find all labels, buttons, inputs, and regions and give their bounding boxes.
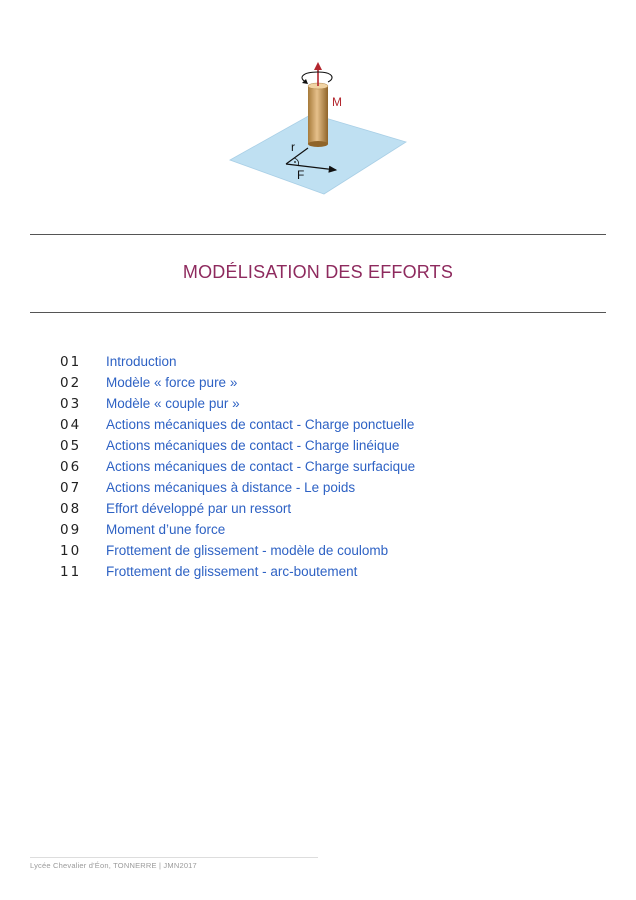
toc-item [60,501,415,522]
toc-number: 11 [60,564,82,580]
toc-number: 06 [60,459,82,475]
toc-number: 08 [60,501,82,517]
footer-rule [30,857,318,858]
toc-number: 04 [60,417,82,433]
toc-link-moment-force[interactable]: Moment d’une force [106,522,226,537]
toc-link-coulomb[interactable]: Frottement de glissement - modèle de coulomb [106,543,389,558]
toc-number: 05 [60,438,82,454]
angle-dot [294,161,296,163]
toc-link-ressort[interactable]: Effort développé par un ressort [106,501,292,516]
cylinder [308,83,328,147]
moment-diagram [222,60,412,200]
label-moment: M [332,95,342,109]
toc-item [60,480,415,501]
label-force: F [297,168,305,182]
toc-link-couple-pur[interactable]: Modèle « couple pur » [106,396,240,411]
toc-item [60,417,415,438]
toc-link-charge-surfacique[interactable]: Actions mécaniques de contact - Charge surfacique [106,459,416,474]
toc-number: 09 [60,522,82,538]
document-title: MODÉLISATION DES EFFORTS [182,262,454,282]
table-of-contents [60,354,415,585]
toc-link-introduction[interactable]: Introduction [106,354,177,369]
toc-item [60,396,415,417]
toc-number: 03 [60,396,82,412]
toc-number: 01 [60,354,82,370]
label-radius: r [291,140,295,154]
moment-arrowhead [314,62,322,70]
toc-number: 07 [60,480,82,496]
toc-item [60,375,415,396]
toc-number: 10 [60,543,82,559]
toc-link-charge-ponctuelle[interactable]: Actions mécaniques de contact - Charge ponctuelle [106,417,415,432]
toc-item [60,564,415,585]
toc-item [60,459,415,480]
page-footer: Lycée Chevalier d'Éon, TONNERRE | JMN2017 [30,861,197,870]
toc-link-force-pure[interactable]: Modèle « force pure » [106,375,238,390]
toc-item [60,438,415,459]
title-rule-top [30,234,606,235]
toc-item [60,522,415,543]
toc-link-charge-lineique[interactable]: Actions mécaniques de contact - Charge linéique [106,438,400,453]
toc-item [60,543,415,564]
title-rule-bottom [30,312,606,313]
toc-number: 02 [60,375,82,391]
toc-link-le-poids[interactable]: Actions mécaniques à distance - Le poids [106,480,356,495]
toc-link-arc-boutement[interactable]: Frottement de glissement - arc-boutement [106,564,358,579]
toc-item [60,354,415,375]
